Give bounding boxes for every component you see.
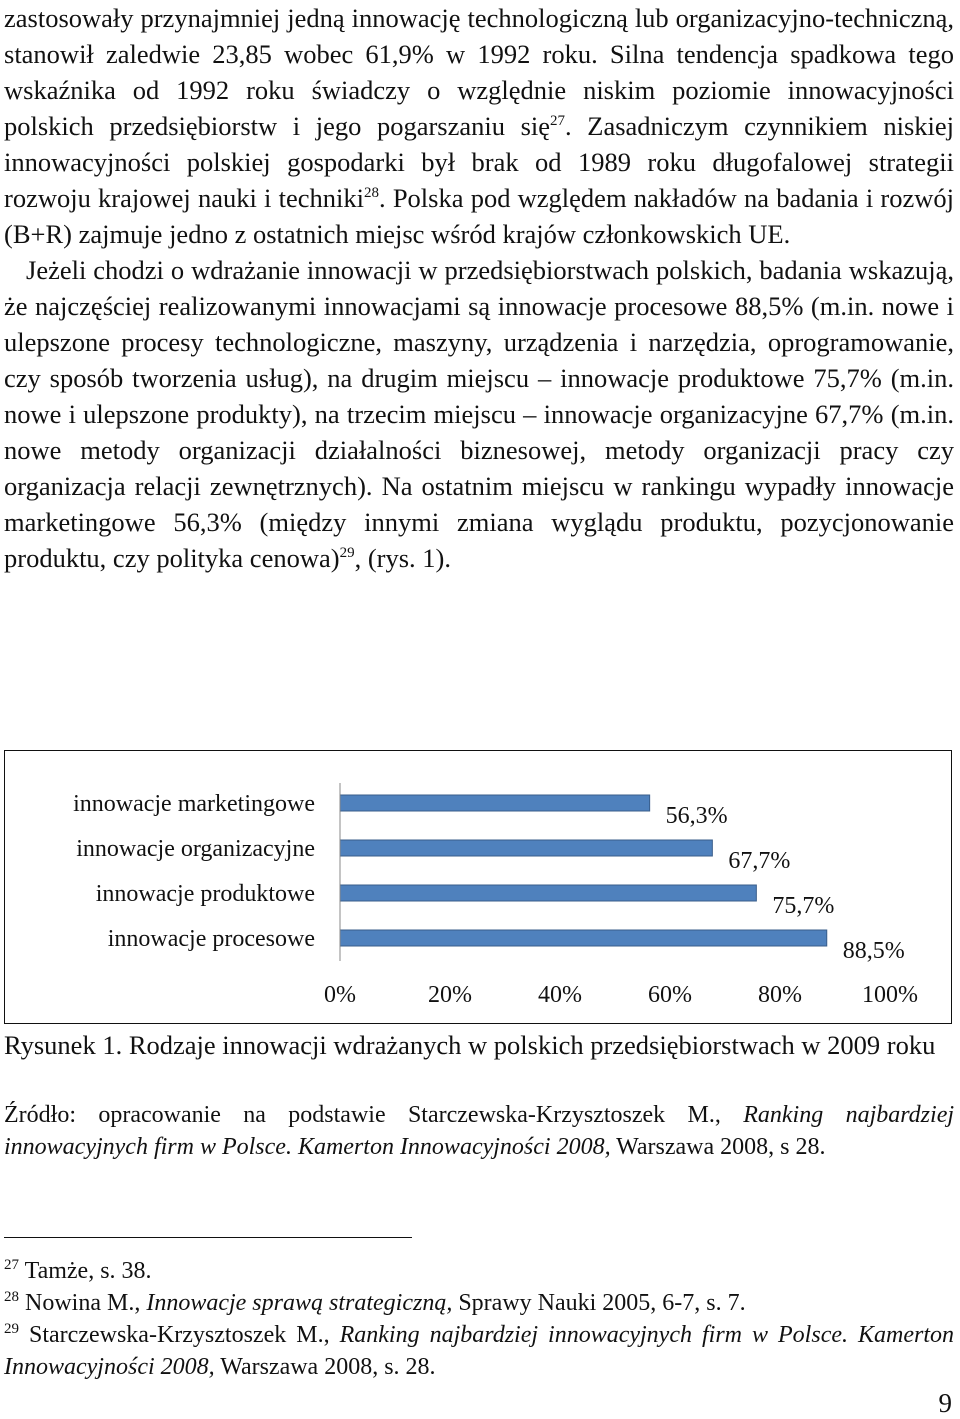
footnote-text: Nowina M., [25,1290,147,1316]
bar [340,840,712,856]
footnote-ref-28[interactable]: 28 [363,185,379,202]
footnote-number: 28 [4,1289,19,1305]
bar [340,885,756,901]
footnote-29 [4,1319,954,1383]
x-tick-label: 40% [538,982,582,1008]
figure-caption: Rysunek 1. Rodzaje innowacji wdrażanych w polskich przedsiębiorstwach w 2009 roku [4,1030,936,1060]
footnote-27 [4,1255,954,1287]
footnote-ref-27[interactable]: 27 [550,113,566,130]
data-label: 67,7% [728,848,791,874]
paragraph-1-text-a: zastosowały przynajmniej jedną innowację technologiczną lub organizacyjno-techniczną, stanowił zaledwie 23,85 wobec 61,9% w 1992 roku. Silna tendencja spadkowa tego wskaźnika od 1992 roku świadczy o względnie niskim poziomie innowacyjności polskich przedsiębiorstw i jego pogarszaniu się [4,3,954,141]
page-number: 9 [938,1388,952,1418]
category-label: innowacje organizacyjne [76,836,315,862]
footnote-number: 27 [4,1257,19,1273]
footnote-text: Sprawy Nauki 2005, 6-7, s. 7. [452,1290,746,1316]
page [4,0,954,576]
paragraph-1-text-b: . Zasadniczym czynnikiem niskiej innowacyjności polskiej gospodarki był brak od 1989 roku długofalowej strategii rozwoju krajowej nauki i techniki [4,111,955,213]
x-tick-label: 20% [428,982,472,1008]
x-tick-label: 0% [324,982,356,1008]
category-label: innowacje procesowe [107,926,315,952]
paragraph-1-text-c: . Polska pod względem nakładów na badania i rozwój (B+R) zajmuje jedno z ostatnich miejsc wśród krajów członkowskich UE. [4,183,954,249]
footnote-text: Warszawa 2008, s. 28. [214,1354,436,1380]
data-label: 88,5% [842,938,905,964]
paragraph-1 [4,0,954,252]
source-prefix: Źródło: opracowanie na podstawie Starczewska-Krzysztoszek M., [4,1102,721,1128]
data-label: 75,7% [772,893,835,919]
category-label: innowacje marketingowe [73,791,315,817]
x-tick-label: 60% [648,982,692,1008]
bar-chart [5,751,951,1023]
footnote-separator [4,1237,412,1238]
paragraph-2-text-a: Jeżeli chodzi o wdrażanie innowacji w przedsiębiorstwach polskich, badania wskazują, że najczęściej realizowanymi innowacjami są innowacje procesowe 88,5% (m.in. nowe i ulepszone procesy technologiczne, maszyny, urządzenia i narzędzia, oprogramowanie, czy sposób tworzenia usług), na drugim miejscu – innowacje produktowe 75,7% (m.in. nowe i ulepszone produkty), na trzecim miejscu – innowacje organizacyjne 67,7% (m.in. nowe metody organizacji działalności biznesowej, metody organizacji pracy czy organizacja relacji zewnętrznych). Na ostatnim miejscu w rankingu wypadły innowacje marketingowe 56,3% (między innymi zmiana wyglądu produktu, pozycjonowanie produktu, czy polityka cenowa) [4,255,954,573]
footnotes [4,1255,954,1383]
body-text [4,0,954,576]
footnote-text: Ranking najbardziej innowacyjnych firm w Polsce. Kamerton Innowacyjności 2008, [4,1322,955,1380]
footnote-text: Tamże, s. 38. [24,1258,152,1284]
bar [340,930,827,946]
data-label: 56,3% [665,803,728,829]
footnote-ref-29[interactable]: 29 [339,545,355,562]
bar [340,795,650,811]
x-tick-label: 100% [862,982,918,1008]
figure-bar-chart [4,750,952,1024]
figure-source [4,1099,954,1163]
footnote-28 [4,1287,954,1319]
footnote-number: 29 [4,1321,19,1337]
source-title: Ranking najbardziej innowacyjnych firm w Polsce. Kamerton Innowacyjności 2008, [4,1102,955,1160]
source-suffix: Warszawa 2008, s 28. [616,1134,826,1160]
footnote-text: Starczewska-Krzysztoszek M., [29,1322,340,1348]
x-tick-label: 80% [758,982,802,1008]
footnote-text: Innowacje sprawą strategiczną, [146,1290,453,1316]
paragraph-2-text-b: , (rys. 1). [354,543,451,573]
paragraph-2 [4,252,954,576]
category-label: innowacje produktowe [95,881,315,907]
